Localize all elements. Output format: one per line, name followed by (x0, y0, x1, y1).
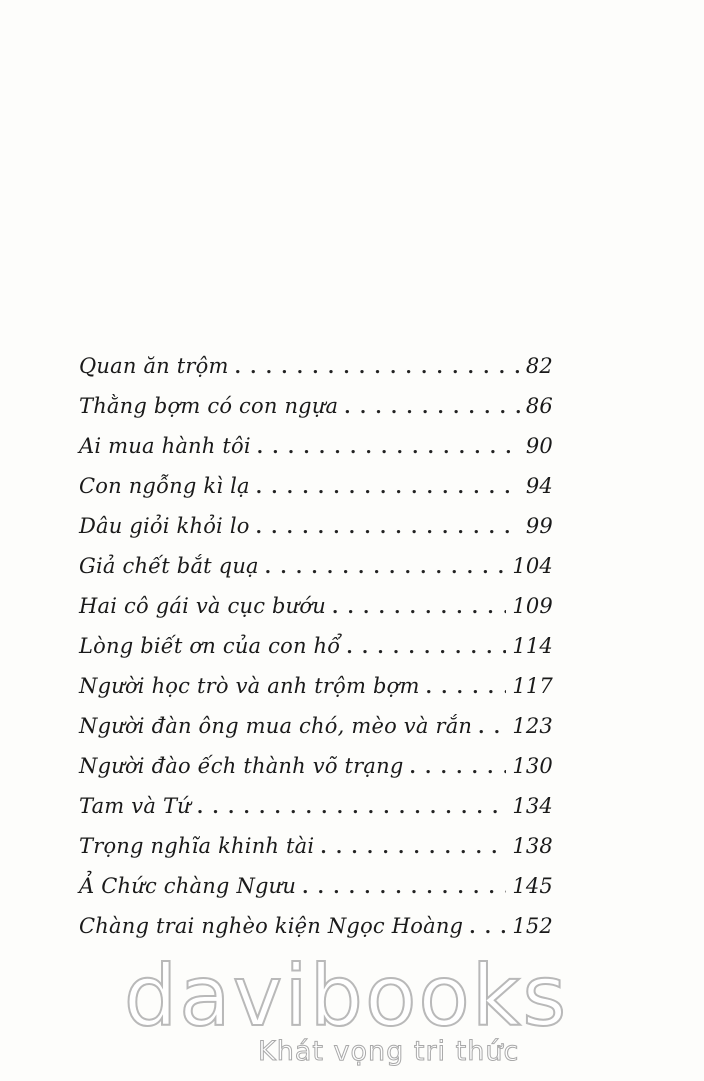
toc-entry (79, 426, 553, 466)
toc-entry-page: 82 (525, 354, 553, 378)
toc-entry (79, 506, 553, 546)
toc-dot-leader (344, 388, 520, 428)
toc-entry (79, 626, 553, 666)
toc-entry (79, 466, 553, 506)
toc-entry (79, 866, 553, 906)
toc-entry-title: Chàng trai nghèo kiện Ngọc Hoàng (79, 914, 464, 938)
toc-entry-title: Quan ăn trộm (79, 354, 229, 378)
toc-entry-title: Giả chết bắt quạ (79, 554, 259, 578)
toc-entry-page: 114 (512, 634, 553, 658)
toc-entry-title: Ai mua hành tôi (79, 434, 251, 458)
toc-entry-page: 152 (512, 914, 553, 938)
toc-entry-title: Thằng bợm có con ngựa (79, 394, 339, 418)
toc-entry-page: 138 (512, 834, 553, 858)
toc-entry-page: 109 (512, 594, 553, 618)
toc-entry (79, 906, 553, 946)
toc-entry-title: Dâu giỏi khỏi lo (79, 514, 250, 538)
toc-dot-leader (469, 908, 506, 948)
toc-dot-leader (346, 628, 506, 668)
toc-entry (79, 546, 553, 586)
toc-entry (79, 826, 553, 866)
toc-dot-leader (478, 708, 506, 748)
toc-entry (79, 666, 553, 706)
toc-dot-leader (235, 348, 520, 388)
toc-entry-page: 123 (512, 714, 553, 738)
toc-entry-title: Người đào ếch thành võ trạng (79, 754, 404, 778)
toc-entry (79, 586, 553, 626)
publisher-watermark (0, 947, 704, 1067)
toc-entry-page: 86 (525, 394, 553, 418)
toc-entry-title: Con ngỗng kì lạ (79, 474, 250, 498)
toc-dot-leader (320, 828, 506, 868)
table-of-contents (79, 346, 553, 946)
toc-entry-title: Người đàn ông mua chó, mèo và rắn (79, 714, 473, 738)
watermark-brand: davibooks (123, 947, 569, 1045)
toc-entry-page: 94 (525, 474, 553, 498)
toc-entry-page: 145 (512, 874, 553, 898)
toc-dot-leader (302, 868, 506, 908)
toc-entry-title: Tam và Tứ (79, 794, 191, 818)
toc-entry-page: 104 (512, 554, 553, 578)
toc-dot-leader (197, 788, 506, 828)
toc-dot-leader (256, 468, 520, 508)
toc-entry-title: Trọng nghĩa khinh tài (79, 834, 315, 858)
toc-entry-title: Hai cô gái và cục bướu (79, 594, 326, 618)
toc-entry (79, 706, 553, 746)
toc-entry (79, 746, 553, 786)
toc-dot-leader (265, 548, 507, 588)
toc-entry-page: 99 (525, 514, 553, 538)
toc-entry-page: 130 (512, 754, 553, 778)
toc-dot-leader (332, 588, 506, 628)
toc-entry-page: 117 (512, 674, 553, 698)
toc-entry-title: Người học trò và anh trộm bợm (79, 674, 420, 698)
toc-dot-leader (256, 508, 520, 548)
toc-entry (79, 386, 553, 426)
toc-entry-page: 134 (512, 794, 553, 818)
watermark-tagline: Khát vọng tri thức (258, 1036, 520, 1067)
toc-entry-title: Ả Chức chàng Ngưu (79, 874, 297, 898)
toc-entry-page: 90 (525, 434, 553, 458)
toc-entry (79, 786, 553, 826)
toc-dot-leader (410, 748, 507, 788)
toc-dot-leader (257, 428, 520, 468)
toc-entry-title: Lòng biết ơn của con hổ (79, 634, 341, 658)
toc-dot-leader (426, 668, 507, 708)
toc-entry (79, 346, 553, 386)
